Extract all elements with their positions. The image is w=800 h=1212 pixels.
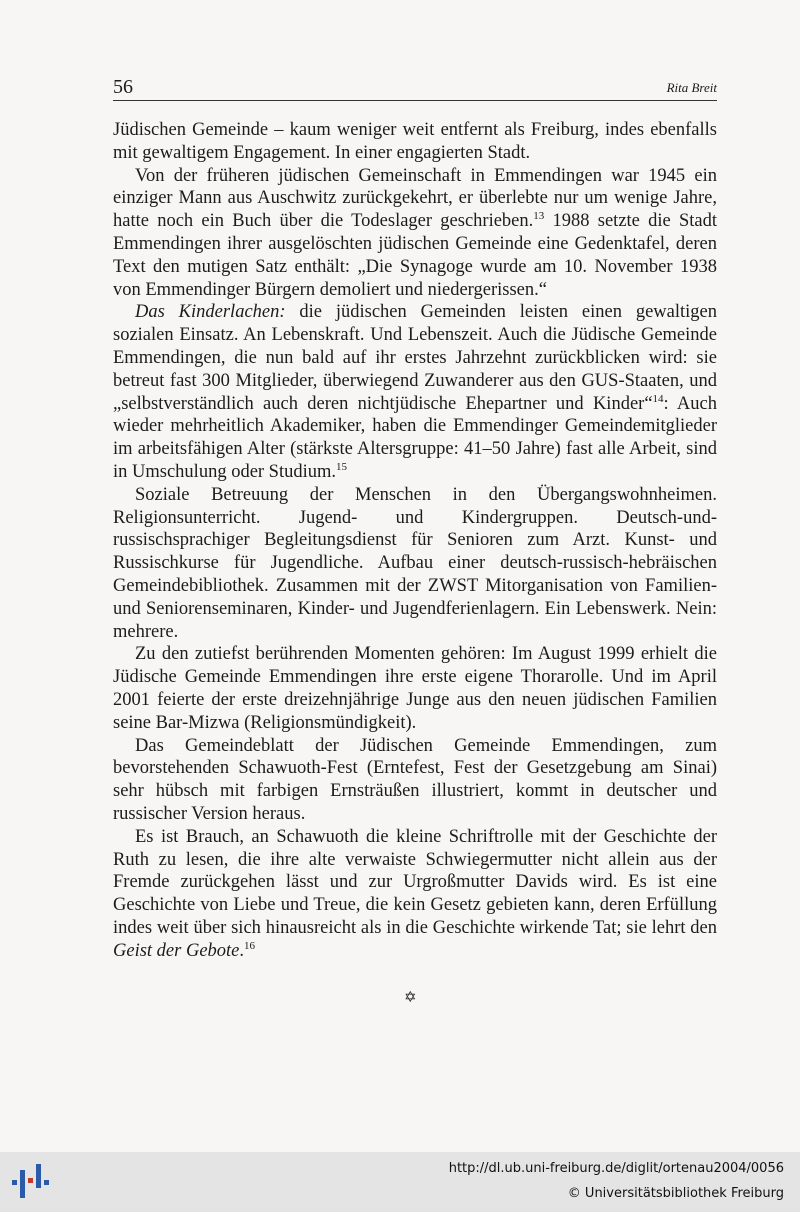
paragraph-2-text: Von der früheren jüdischen Gemeinschaft in Emmendingen war 1945 ein einziger Mann aus Auschwitz zurückgekehrt, er überlebte nur um wenige Jahre, hatte noch ein Buch über die Todeslager geschrieben. (113, 165, 717, 232)
paragraph-3-text: die jüdischen Gemeinden leisten einen gewaltigen sozialen Einsatz. An Lebenskraft. Und Lebenszeit. Auch die Jüdische Gemeinde Emmendingen, die nun bald auf ihr erstes Jahrzehnt zurückblicken wird: sie betreut fast 300 Mitglieder, überwiegend Zuwanderer aus den GUS-Staaten, und „selbstverständlich auch deren nichtjüdische Ehepartner und Kinder“ (113, 302, 717, 414)
paragraph-4 (113, 484, 717, 644)
paragraph-4-text: Soziale Betreuung der Menschen in den Übergangswohnheimen. Religionsunterricht. Jugend- und Kindergruppen. Deutsch-und-russischsprachiger Begleitungsdienst für Senioren zum Arzt. Kunst- und Russischkurse für Jugendliche. Aufbau einer deutsch-russisch-hebräischen Gemeindebibliothek. Zusammen mit der ZWST Mitorganisation von Familien- und Seniorenseminaren, Kinder- und Jugendferienlagern. Ein Lebenswerk. Nein: mehrere. (113, 484, 717, 642)
star-of-david-icon: ✡ (404, 988, 417, 1006)
paragraph-7-text: Es ist Brauch, an Schawuoth die kleine Schriftrolle mit der Geschichte der Ruth zu lesen, die ihre alte verwaiste Schwiegermutter nicht allein aus der Fremde zurückgehen lässt und zur Urgroßmutter Davids wird. Es ist eine Geschichte von Liebe und Treue, die kein Gesetz gebieten kann, deren Erfüllung indes weit über sich hinausreicht als in die Geschichte wirkende Tat; sie lehrt den (113, 826, 717, 938)
paragraph-1-text: Jüdischen Gemeinde – kaum weniger weit entfernt als Freiburg, indes ebenfalls mit gewaltigem Engagement. In einer engagierten Stadt. (113, 120, 717, 163)
paragraph-5 (113, 643, 717, 734)
footnote-ref-15: 15 (336, 460, 348, 473)
paragraph-2-text-cont: 1988 setzte die Stadt Emmendingen ihrer ausgelöschten jüdischen Gemeinde eine Gedenktafel, deren Text den mutigen Satz enthält: „Die Synagoge wurde am 10. November 1938 von Emmendinger Bürgern demoliert und niedergerissen.“ (113, 211, 717, 300)
copyright-notice: © Universitätsbibliothek Freiburg (567, 1186, 784, 1201)
footnote-ref-14: 14 (652, 392, 664, 405)
body-text (113, 119, 717, 962)
paragraph-7-italic: Geist der Gebote (113, 940, 240, 961)
library-logo-icon (12, 1164, 52, 1200)
footnote-ref-13: 13 (533, 210, 545, 223)
paragraph-5-text: Zu den zutiefst berührenden Momenten gehören: Im August 1999 erhielt die Jüdische Gemeinde Emmendingen ihre erste eigene Thorarolle. Und im April 2001 feierte der erste dreizehnjährige Junge aus den neuen jüdischen Familien seine Bar-Mizwa (Religionsmündigkeit). (113, 644, 717, 733)
paragraph-3-italic-lead: Das Kinderlachen: (135, 302, 286, 323)
page-header (113, 76, 717, 101)
paragraph-1 (113, 119, 717, 165)
paragraph-3-text-cont: : Auch wieder mehrheitlich Akademiker, haben die Emmendinger Gemeindemitglieder im arbeitsfähigen Alter (stärkste Altersgruppe: 41–50 Jahre) fast alle Arbeit, sind in Umschulung oder Studium. (113, 393, 717, 482)
running-head: Rita Breit (666, 80, 717, 95)
paragraph-7-text-end: . (239, 940, 245, 961)
paragraph-2 (113, 165, 717, 302)
viewer-footer (0, 1152, 800, 1212)
page-number: 56 (113, 76, 133, 98)
paragraph-7 (113, 826, 717, 963)
footnote-ref-16: 16 (244, 939, 256, 952)
source-url-link[interactable]: http://dl.ub.uni-freiburg.de/diglit/ortenau2004/0056 (448, 1161, 784, 1176)
paragraph-6-text: Das Gemeindeblatt der Jüdischen Gemeinde Emmendingen, zum bevorstehenden Schawuoth-Fest (Erntefest, Fest der Gesetzgebung am Sinai) sehr hübsch mit farbigen Ernsträußen illustriert, kommt in deutscher und russischer Version heraus. (113, 735, 717, 824)
paragraph-3 (113, 301, 717, 483)
paragraph-6 (113, 735, 717, 826)
